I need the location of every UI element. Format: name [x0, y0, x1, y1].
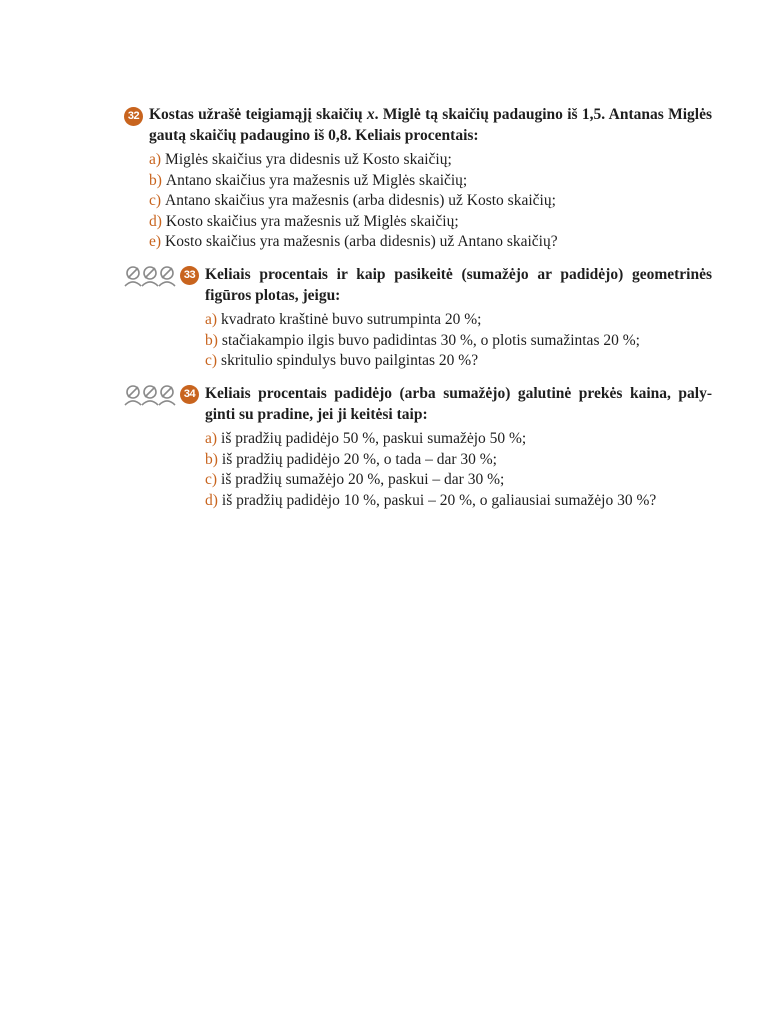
subtask-text: stačiakampio ilgis buvo padidintas 30 %, o plotis sumažintas 20 %; [221, 331, 640, 349]
subtask-label: c) [205, 352, 218, 370]
subtask-item [149, 171, 558, 192]
subtask-label: d) [149, 212, 162, 230]
statement-part: . Miglė tą skaičių padaugino iš 1,5. Antanas Miglės gautą skaičių padaugino iš 0,8. Keliais procentais: [149, 106, 712, 144]
subtask-text: kvadrato kraštinė buvo sutrumpinta 20 %; [221, 311, 482, 328]
group-work-icon [124, 384, 176, 406]
subtask-text: Miglės skaičius yra didesnis už Kosto skaičių; [165, 151, 452, 168]
subtask-item [149, 150, 558, 171]
task-number-badge: 32 [124, 107, 143, 126]
subtask-text: Kosto skaičius yra mažesnis (arba didesnis) už Antano skaičių? [165, 233, 558, 251]
subtask-item [205, 470, 656, 491]
subtask-text: iš pradžių padidėjo 20 %, o tada – dar 30 %; [221, 450, 497, 468]
subtask-list [149, 150, 558, 253]
subtask-label: c) [149, 192, 162, 210]
subtask-list [205, 429, 656, 511]
subtask-item [205, 310, 640, 331]
subtask-text: Antano skaičius yra mažesnis (arba didesnis) už Kosto skaičių; [165, 192, 556, 210]
subtask-text: skritulio spindulys buvo pailgintas 20 %? [221, 352, 479, 370]
subtask-label: a) [205, 311, 218, 328]
subtask-text: Antano skaičius yra mažesnis už Miglės skaičių; [165, 171, 468, 189]
subtask-item [149, 212, 558, 233]
subtask-label: b) [205, 331, 218, 349]
subtask-label: a) [205, 430, 218, 447]
subtask-text: iš pradžių padidėjo 50 %, paskui sumažėjo 50 %; [221, 430, 527, 447]
subtask-label: a) [149, 151, 162, 168]
task-number-badge: 33 [180, 266, 199, 285]
subtask-item [205, 351, 640, 372]
subtask-label: d) [205, 491, 218, 509]
subtask-label: b) [149, 171, 162, 189]
subtask-item [149, 232, 558, 253]
subtask-item [205, 429, 656, 450]
subtask-item [205, 450, 656, 471]
task-number-badge: 34 [180, 385, 199, 404]
statement-part: Kostas užrašė teigiamąjį skaičių [149, 106, 367, 123]
task-statement: Keliais procentais padidėjo (arba sumažėjo) galutinė prekės kaina, paly-ginti su pradine, jei ji keitėsi taip: [205, 385, 712, 423]
subtask-list [205, 310, 640, 372]
subtask-label: e) [149, 233, 162, 251]
subtask-label: c) [205, 471, 218, 489]
task-statement: Keliais procentais ir kaip pasikeitė (sumažėjo ar padidėjo) geometrinės figūros plotas, jeigu: [205, 266, 712, 304]
group-work-icon [124, 265, 176, 287]
subtask-label: b) [205, 450, 218, 468]
subtask-text: iš pradžių sumažėjo 20 %, paskui – dar 30 %; [221, 471, 505, 489]
subtask-item [205, 491, 656, 512]
task-statement [149, 104, 712, 146]
subtask-item [205, 331, 640, 352]
variable-x: x [366, 106, 375, 123]
subtask-text: Kosto skaičius yra mažesnis už Miglės skaičių; [165, 212, 459, 230]
subtask-text: iš pradžių padidėjo 10 %, paskui – 20 %, o galiausiai sumažėjo 30 %? [221, 491, 657, 509]
subtask-item [149, 191, 558, 212]
